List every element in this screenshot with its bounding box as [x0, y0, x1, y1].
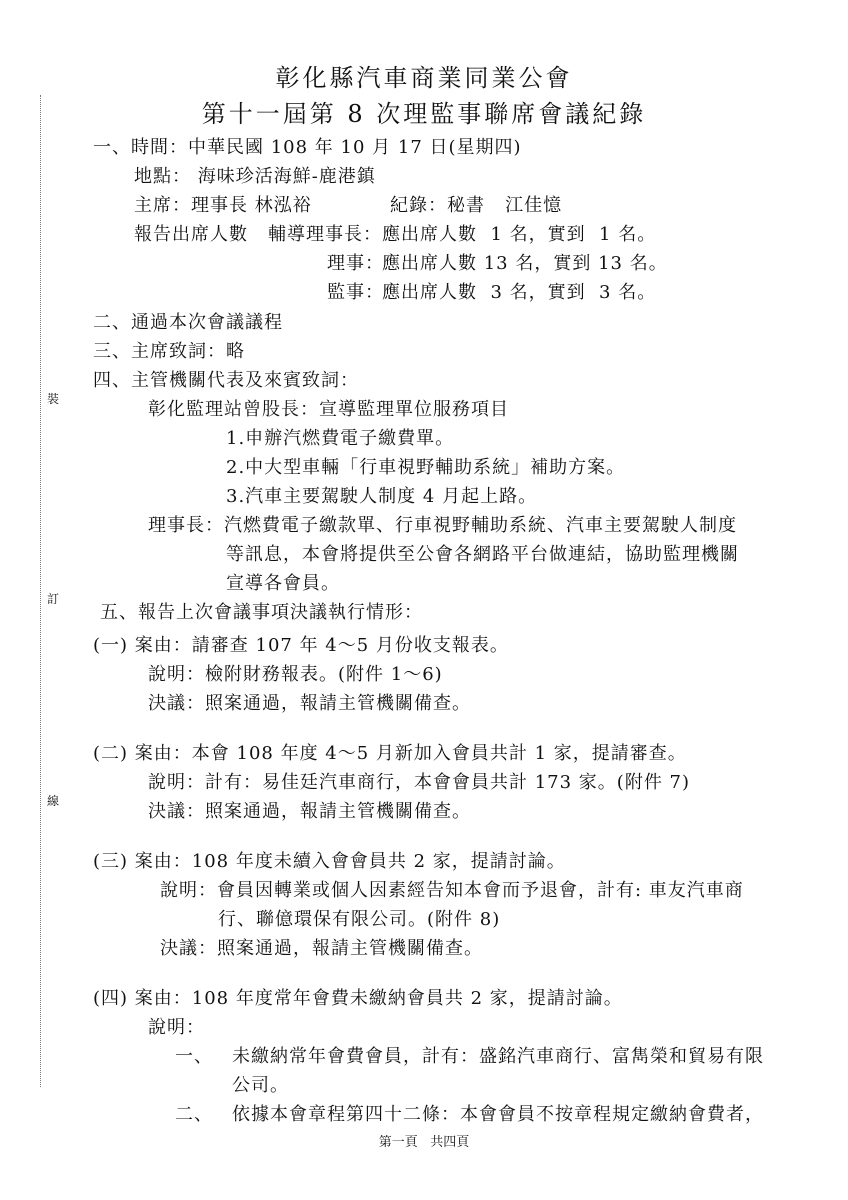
meeting-place: 地點： 海味珍活海鮮-鹿港鎮	[134, 166, 376, 187]
sub-item-text: 依據本會章程第四十二條：本會會員不按章程規定繳納會費者，	[232, 1104, 764, 1125]
speaker-point: 1.申辦汽燃費電子繳費單。	[226, 428, 455, 449]
guest-speaker: 彰化監理站曾股長：宣導監理單位服務項目	[148, 399, 509, 420]
sub-item-number: 二、	[175, 1104, 213, 1125]
chairman-remark: 等訊息，本會將提供至公會各網路平台做連結，協助監理機關	[226, 544, 739, 565]
meeting-time: 一、時間：中華民國 108 年 10 月 17 日(星期四)	[93, 137, 522, 158]
binding-mark: 裝	[47, 392, 60, 406]
case-title: (一) 案由：請審查 107 年 4～5 月份收支報表。	[93, 635, 509, 656]
meeting-chair: 主席：理事長 林泓裕	[134, 195, 312, 216]
sub-item-text: 公司。	[232, 1075, 289, 1096]
page-footer: 第一頁 共四頁	[378, 1135, 470, 1150]
case-title: (三) 案由：108 年度未續入會會員共 2 家，提請討論。	[93, 851, 566, 872]
case-title: (二) 案由：本會 108 年度 4～5 月新加入會員共計 1 家，提請審查。	[93, 743, 687, 764]
binding-mark: 線	[47, 794, 60, 808]
case-note: 行、聯億環保有限公司。(附件 8)	[218, 909, 501, 930]
attendance-count: 應出席人數 13 名，實到 13 名。	[382, 253, 668, 274]
binding-line	[40, 95, 41, 1087]
document-title: 彰化縣汽車商業同業公會	[275, 64, 573, 92]
attendance-role: 理事：	[327, 253, 384, 274]
agenda-item-five: 五、報告上次會議事項決議執行情形：	[100, 602, 423, 623]
chairman-remark: 理事長：汽燃費電子繳款單、行車視野輔助系統、汽車主要駕駛人制度	[148, 515, 737, 536]
case-note-label: 說明：	[148, 1017, 205, 1038]
attendance-role: 監事：	[327, 282, 384, 303]
case-title: (四) 案由：108 年度常年會費未繳納會員共 2 家，提請討論。	[93, 988, 623, 1009]
attendance-role: 輔導理事長：	[268, 224, 382, 245]
attendance-count: 應出席人數 1 名，實到 1 名。	[382, 224, 657, 245]
case-note: 說明：檢附財務報表。(附件 1～6)	[148, 664, 443, 685]
case-note: 說明：計有：易佳廷汽車商行，本會會員共計 173 家。(附件 7)	[148, 772, 691, 793]
binding-mark: 訂	[47, 592, 60, 606]
sub-item-text: 未繳納常年會費會員，計有：盛銘汽車商行、富雋榮和貿易有限	[232, 1046, 764, 1067]
document-subtitle: 第十一屆第 8 次理監事聯席會議紀錄	[201, 100, 647, 128]
attendance-header: 報告出席人數	[134, 224, 248, 245]
case-resolution: 決議：照案通過，報請主管機關備查。	[148, 801, 471, 822]
attendance-count: 應出席人數 3 名，實到 3 名。	[382, 282, 657, 303]
agenda-item-two: 二、通過本次會議議程	[93, 312, 283, 333]
meeting-recorder: 紀錄：秘書 江佳憶	[390, 195, 563, 216]
sub-item-number: 一、	[175, 1046, 213, 1067]
agenda-item-three: 三、主席致詞：略	[93, 341, 245, 362]
chairman-remark: 宣導各會員。	[226, 573, 340, 594]
case-resolution: 決議：照案通過，報請主管機關備查。	[160, 938, 483, 959]
case-note: 說明：會員因轉業或個人因素經告知本會而予退會，計有: 車友汽車商	[160, 880, 744, 901]
speaker-point: 2.中大型車輛「行車視野輔助系統」補助方案。	[226, 457, 626, 478]
case-resolution: 決議：照案通過，報請主管機關備查。	[148, 693, 471, 714]
agenda-item-four: 四、主管機關代表及來賓致詞：	[93, 370, 359, 391]
speaker-point: 3.汽車主要駕駛人制度 4 月起上路。	[226, 486, 538, 507]
